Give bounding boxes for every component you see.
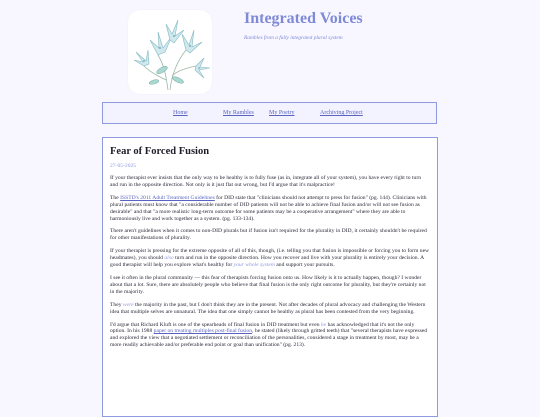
main-nav	[102, 102, 437, 124]
lily-flowers-icon	[128, 10, 212, 94]
post-paragraph: If your therapist ever insists that the only way to be healthy is to fully fuse (as in, integrate all of your system), you have every right to turn and run in the opposite direction. Not only is it just flat out wrong, but I'd argue that it's malpractice!	[110, 175, 421, 188]
site-logo[interactable]	[128, 10, 212, 94]
isstd-guidelines-link[interactable]: ISSTD's 2011 Adult Treatment Guidelines	[120, 194, 215, 201]
post-paragraph: The ISSTD's 2011 Adult Treatment Guidelines for DID state that "clinicians should not attempt to press for fusion" (pg. 144). Clinicians with plural patients must know that "a considerable number of DID patients will not be able to achieve final fusion and/or will not see fusion as desirable" and that "a more realistic long-term outcome for some patients may be a cooperative arrangement" where they are able to harmoniously live and work together as a system. (pg. 133-134).	[110, 194, 427, 222]
nav-my-rambles[interactable]: My Rambles	[223, 110, 254, 116]
post-card	[102, 137, 438, 417]
site-subtitle: Rambles from a fully integrated plural system	[244, 35, 343, 41]
post-paragraph: I'd argue that Richard Kluft is one of the spearheads of final fusion in DID treatment but even he has acknowledged that it's not the only option. In his 1988 paper on treating multiples post-final fusion, he stated (likely through gritted teeth) that "several therapists have expressed and explored the view that a negotiated settlement or reconciliation of the personalities, considered a stage in treatment by most, may be a more readily achievable and/or preferable end point or goal than unification" (pg. 213).	[110, 321, 428, 349]
emphasis-text: your whole system	[233, 262, 275, 269]
post-paragraph: If your therapist is pressing for the extreme opposite of all of this, though, (i.e. telling you that fusion is impossible or forcing you to form new headmates), you should also turn and run in the opposite direction. How you recover and live with your plurality is entirely your decision. A good therapist will help you explore what's healthy for your whole system and support your pursuits.	[110, 248, 430, 269]
kluft-paper-link[interactable]: paper on treating multiples post-final fusion	[153, 328, 253, 335]
emphasis-text: also	[164, 255, 174, 262]
post-paragraph: I see it often in the plural community — this fear of therapists forcing fusion onto us. How likely is it to actually happen, though? I wonder about that a lot. Sure, there are absolutely people who believe that final fusion is the only right outcome for plurality, but they're certainly not in the majority.	[110, 274, 426, 295]
post-paragraph: They were the majority in the past, but I don't think they are in the present. Not after decades of plural advocacy and challenging the Western idea that multiple selves are unnatural. The idea that one simply cannot be healthy as plural has been contested from the very beginning.	[110, 301, 426, 315]
post-title: Fear of Forced Fusion	[110, 146, 210, 157]
site-title[interactable]: Integrated Voices	[244, 10, 363, 27]
emphasis-text: were	[122, 301, 134, 308]
emphasis-text: he	[320, 321, 327, 328]
post-date: 27-05-2025	[110, 163, 137, 169]
nav-archiving-project[interactable]: Archiving Project	[320, 110, 363, 116]
post-paragraph: There aren't guidelines when it comes to non-DID plurals but if fusion isn't required for the plurality in DID, it certainly shouldn't be required for other manifestations of plurality.	[110, 228, 427, 242]
nav-home[interactable]: Home	[173, 110, 188, 116]
nav-my-poetry[interactable]: My Poetry	[269, 110, 295, 116]
